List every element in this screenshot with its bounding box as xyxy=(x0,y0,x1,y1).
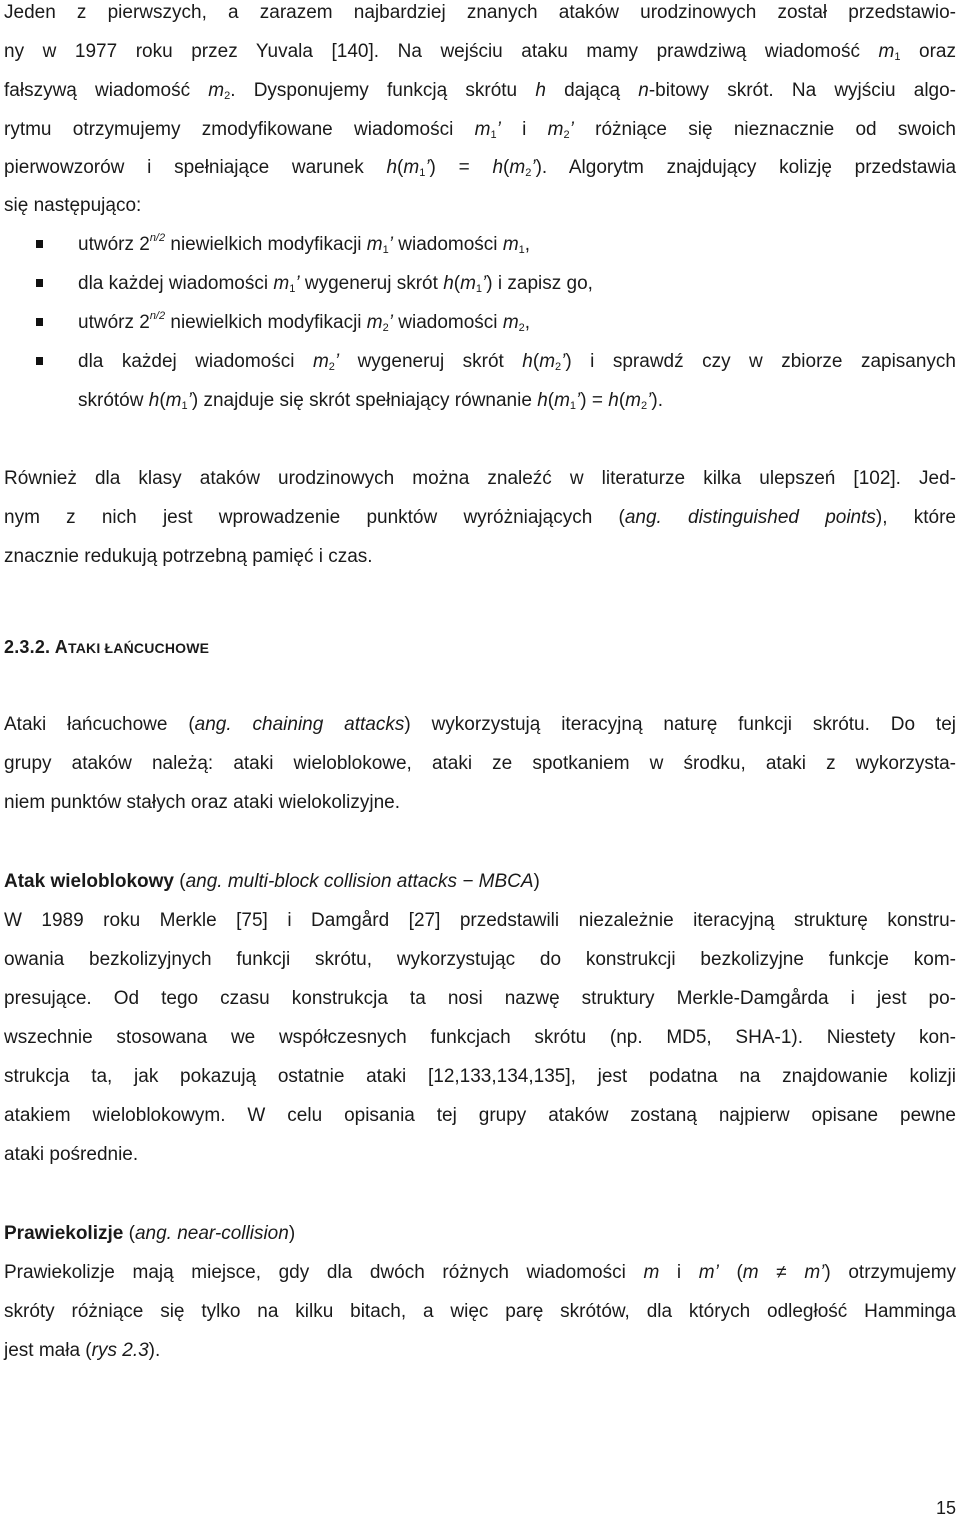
paragraph-1-line-2: ny w 1977 roku przez Yuvala [140]. Na wejściu ataku mamy prawdziwą wiadomość $m_1$ oraz xyxy=(4,41,956,63)
paragraph-4-line-1: W 1989 roku Merkle [75] i Damgård [27] przedstawili niezależnie iteracyjną strukturę konstru- xyxy=(4,910,956,931)
paragraph-5-line-3: jest mała (rys 2.3). xyxy=(4,1340,161,1361)
paragraph-4-line-2: owania bezkolizyjnych funkcji skrótu, wykorzystując do konstrukcji bezkolizyjne funkcje kom- xyxy=(4,949,956,970)
paragraph-4-line-5: strukcja ta, jak pokazują ostatnie ataki [12,133,134,135], jest podatna na znajdowanie kolizji xyxy=(4,1066,956,1087)
bullet-square-icon xyxy=(36,240,43,248)
paragraph-4-line-3: presujące. Od tego czasu konstrukcja ta nosi nazwę struktury Merkle-Damgårda i jest po- xyxy=(4,988,956,1009)
subsection-heading-multiblock: Atak wieloblokowy (ang. multi-block collision attacks − MBCA) xyxy=(4,871,540,892)
paragraph-5-line-1: Prawiekolizje mają miejsce, gdy dla dwóch różnych wiadomości m i m’ (m ≠ m’) otrzymujemy xyxy=(4,1262,957,1283)
section-heading xyxy=(4,634,956,660)
figure-reference: rys 2.3 xyxy=(91,1340,149,1361)
section-title: ATAKI ŁAŃCUCHOWE xyxy=(54,637,210,657)
paragraph-2-line-2: nym z nich jest wprowadzenie punktów wyróżniających (ang. distinguished points), które xyxy=(4,507,956,528)
bullet-square-icon xyxy=(36,279,43,287)
paragraph-2-line-1: Również dla klasy ataków urodzinowych można znaleźć w literaturze kilka ulepszeń [102]. Jed- xyxy=(4,468,956,489)
paragraph-3-line-2: grupy ataków należą: ataki wieloblokowe, ataki ze spotkaniem w środku, ataki z wykorzysta- xyxy=(4,753,956,774)
paragraph-1-line-4: rytmu otrzymujemy zmodyfikowane wiadomości $m_1$’ i $m_2$’ różniące się nieznacznie od swoich xyxy=(4,119,956,141)
paragraph-2-line-3: znacznie redukują potrzebną pamięć i czas. xyxy=(4,546,373,567)
page-number: 15 xyxy=(935,1498,956,1518)
paragraph-1-line-1: Jeden z pierwszych, a zarazem najbardziej znanych ataków urodzinowych został przedstawio- xyxy=(4,2,956,23)
paragraph-1-line-6: się następująco: xyxy=(4,195,142,216)
paragraph-1-line-3: fałszywą wiadomość $m_2$. Dysponujemy funkcją skrótu h dającą n-bitowy skrót. Na wyjściu algo- xyxy=(4,80,956,102)
paragraph-5-line-2: skróty różniące się tylko na kilku bitach, a więc parę skrótów, dla których odległość Hamminga xyxy=(4,1301,956,1322)
paragraph-3-line-1: Ataki łańcuchowe (ang. chaining attacks) wykorzystują iteracyjną naturę funkcji skrótu. Do tej xyxy=(4,714,956,735)
paragraph-3-line-3: niem punktów stałych oraz ataki wielokolizyjne. xyxy=(4,792,401,813)
paragraph-1-line-5: pierwowzorów i spełniające warunek $h(m_1’)$ = $h(m_2’)$. Algorytm znajdujący kolizję przedstawia xyxy=(4,157,957,179)
subsection-heading-near-collision: Prawiekolizje (ang. near-collision) xyxy=(4,1223,296,1244)
bullet-item-3: utwórz $2^{n/2}$ niewielkich modyfikacji $m_2$’ wiadomości $m_2$, xyxy=(78,310,531,334)
bullet-item-4: dla każdej wiadomości $m_2$’ wygeneruj skrót $h(m_2’)$ i sprawdź czy w zbiorze zapisanych xyxy=(78,351,956,373)
paragraph-4-line-4: wszechnie stosowana we współczesnych funkcjach skrótu (np. MD5, SHA-1). Niestety kon- xyxy=(4,1027,956,1048)
bullet-item-1: utwórz $2^{n/2}$ niewielkich modyfikacji $m_1$’ wiadomości $m_1$, xyxy=(78,232,531,256)
section-number: 2.3.2. xyxy=(4,637,51,657)
bullet-square-icon xyxy=(36,318,43,326)
paragraph-4-line-6: atakiem wieloblokowym. W celu opisania tej grupy ataków zostaną najpierw opisane pewne xyxy=(4,1105,956,1126)
bullet-item-2: dla każdej wiadomości $m_1$’ wygeneruj skrót $h(m_1’)$ i zapisz go, xyxy=(78,273,593,295)
paragraph-4-line-7: ataki pośrednie. xyxy=(4,1144,139,1165)
bullet-square-icon xyxy=(36,357,43,365)
bullet-item-4-continuation: skrótów $h(m_1’)$ znajduje się skrót spełniający równanie $h(m_1’)$ = $h(m_2’)$. xyxy=(78,390,663,412)
